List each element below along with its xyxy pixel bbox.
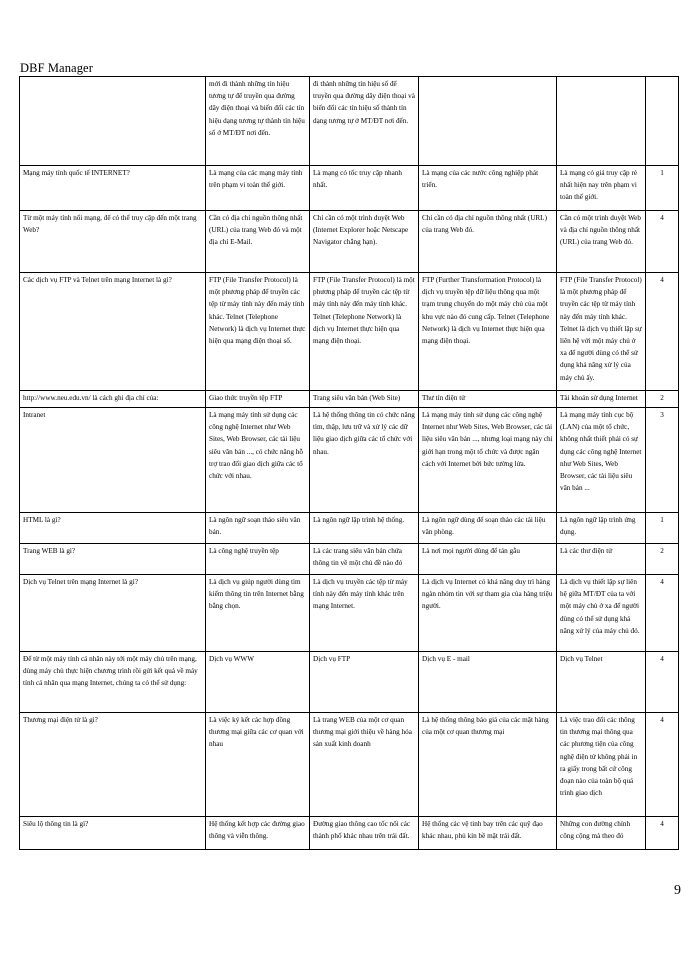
option-c-cell: Là nơi mọi người dùng để tán gẫu bbox=[419, 544, 557, 575]
option-d-cell: Tài khoản sử dụng Internet bbox=[557, 391, 646, 408]
option-a-cell: Là ngôn ngữ soạn thảo siêu văn bản. bbox=[206, 513, 310, 544]
option-b-cell: Đường giao thông cao tốc nối các thành phố khác nhau trên trái đất. bbox=[310, 817, 419, 850]
option-c-cell: Là hệ thống thông báo giá của các mặt hàng của một cơ quan thương mại bbox=[419, 713, 557, 817]
option-c-cell: FTP (Further Transformation Protocol) là dịch vụ truyền tệp dữ liệu thông qua một trạm trung chuyển do một máy chủ của một khu vực nào đó cung cấp. Telnet (Telephone Network) là dịch vụ Internet thực hiện qua mạng điện thoại. bbox=[419, 273, 557, 391]
table-row bbox=[20, 166, 679, 211]
option-a-cell: Là mạng của các mạng máy tính trên phạm vi toàn thế giới. bbox=[206, 166, 310, 211]
option-b-cell: Trang siêu văn bản (Web Site) bbox=[310, 391, 419, 408]
option-d-cell: Là các thư điện tử bbox=[557, 544, 646, 575]
page-header-title: DBF Manager bbox=[20, 61, 93, 75]
answer-number-cell: 4 bbox=[646, 652, 679, 713]
answer-number-cell: 1 bbox=[646, 166, 679, 211]
question-cell: Trang WEB là gì? bbox=[20, 544, 206, 575]
answer-number-cell: 2 bbox=[646, 391, 679, 408]
question-cell: Intranet bbox=[20, 408, 206, 513]
question-cell: Các dịch vụ FTP và Telnet trên mạng Internet là gì? bbox=[20, 273, 206, 391]
question-cell: Từ một máy tính nối mạng, để có thể truy cập đến một trang Web? bbox=[20, 211, 206, 273]
table-row bbox=[20, 513, 679, 544]
answer-number-cell: 4 bbox=[646, 817, 679, 850]
option-d-cell bbox=[557, 77, 646, 166]
option-c-cell: Là dịch vụ Internet có khả năng duy trì hàng ngàn nhóm tin với sự tham gia của hàng triệu người. bbox=[419, 575, 557, 652]
option-d-cell: Dịch vụ Telnet bbox=[557, 652, 646, 713]
answer-number-cell: 4 bbox=[646, 575, 679, 652]
table-row bbox=[20, 544, 679, 575]
option-b-cell: Chỉ cần có một trình duyệt Web (Internet Explorer hoặc Netscape Navigator chẳng hạn). bbox=[310, 211, 419, 273]
question-table bbox=[19, 76, 679, 850]
option-b-cell: FTP (File Transfer Protocol) là một phương pháp để truyền các tệp từ máy tính này đến máy tính khác. Telnet (Telephone Network) là dịch vụ Internet thực hiện qua mạng điện thoại. bbox=[310, 273, 419, 391]
option-d-cell: Là dịch vụ thiết lập sự liên hệ giữa MT/ĐT của ta với một máy chủ ở xa để người dùng có thể sử dụng khả năng xử lý của máy chủ đó. bbox=[557, 575, 646, 652]
answer-number-cell: 1 bbox=[646, 513, 679, 544]
option-c-cell: Là ngôn ngữ dùng để soạn thảo các tài liệu văn phòng. bbox=[419, 513, 557, 544]
option-d-cell: Cần có một trình duyệt Web và địa chỉ nguồn thông nhất (URL) của trang Web đó. bbox=[557, 211, 646, 273]
option-d-cell: Là mạng máy tính cục bộ (LAN) của một tổ chức, không nhất thiết phải có sự dụng các công nghệ Internet như Web Sites, Web Browser, các tài liệu siêu văn bản ... bbox=[557, 408, 646, 513]
table-row bbox=[20, 211, 679, 273]
answer-number-cell: 4 bbox=[646, 211, 679, 273]
option-b-cell: Là dịch vụ truyền các tệp từ máy tính này đến máy tính khác trên mạng Internet. bbox=[310, 575, 419, 652]
option-a-cell: FTP (File Transfer Protocol) là một phương pháp để truyền các tệp từ máy tính này đến máy tính khác. Telnet (Telephone Network) là dịch vụ Internet thực hiện qua mạng điện thoại số. bbox=[206, 273, 310, 391]
option-d-cell: Là việc trao đổi các thông tin thương mại thông qua các phương tiện của công nghệ điện tử không phải in ra giấy trong bất cứ công đoạn nào của toàn bộ quá trình giao dịch bbox=[557, 713, 646, 817]
option-b-cell: Là ngôn ngữ lập trình hệ thống. bbox=[310, 513, 419, 544]
option-c-cell: Thư tín điện tử bbox=[419, 391, 557, 408]
table-row bbox=[20, 408, 679, 513]
question-cell bbox=[20, 77, 206, 166]
option-c-cell: Dịch vụ E - mail bbox=[419, 652, 557, 713]
option-a-cell: Cần có địa chỉ nguồn thông nhất (URL) của trang Web đó và một địa chỉ E-Mail. bbox=[206, 211, 310, 273]
option-b-cell: Là các trang siêu văn bản chứa thông tin về một chủ đề nào đó bbox=[310, 544, 419, 575]
option-a-cell: Giao thức truyền tệp FTP bbox=[206, 391, 310, 408]
table-row bbox=[20, 817, 679, 850]
table-row bbox=[20, 652, 679, 713]
option-c-cell: Hệ thống các vệ tinh bay trên các quỹ đạo khác nhau, phủ kín bề mặt trái đất. bbox=[419, 817, 557, 850]
option-b-cell: đi thành những tín hiệu số để truyền qua đường dây điện thoại và biến đổi các tín hiệu số thành tín dạng tương tự ở MT/ĐT nơi đến. bbox=[310, 77, 419, 166]
option-d-cell: Là ngôn ngữ lập trình ứng dụng. bbox=[557, 513, 646, 544]
answer-number-cell: 3 bbox=[646, 408, 679, 513]
option-a-cell: Là việc ký kết các hợp đồng thương mại giữa các cơ quan với nhau bbox=[206, 713, 310, 817]
question-cell: Dịch vụ Telnet trên mạng Internet là gì? bbox=[20, 575, 206, 652]
option-b-cell: Dịch vụ FTP bbox=[310, 652, 419, 713]
option-c-cell: Chỉ cần có địa chỉ nguồn thông nhất (URL) của trang Web đó. bbox=[419, 211, 557, 273]
question-cell: Siêu lộ thông tin là gì? bbox=[20, 817, 206, 850]
question-cell: http://www.neu.edu.vn/ là cách ghi địa chỉ của: bbox=[20, 391, 206, 408]
answer-number-cell: 2 bbox=[646, 544, 679, 575]
option-c-cell bbox=[419, 77, 557, 166]
question-cell: HTML là gì? bbox=[20, 513, 206, 544]
answer-number-cell: 4 bbox=[646, 713, 679, 817]
option-c-cell: Là mạng máy tính sử dụng các công nghệ Internet như Web Sites, Web Browser, các tài liệu siêu văn bản ..., nhưng loại mạng này chỉ giới hạn trong một tổ chức và được ngăn cách với Internet bởi bức tường lửa. bbox=[419, 408, 557, 513]
option-a-cell: Hệ thống kết hợp các đường giao thông và viễn thông. bbox=[206, 817, 310, 850]
option-a-cell: Là công nghệ truyền tệp bbox=[206, 544, 310, 575]
option-a-cell: Là dịch vụ giúp người dùng tìm kiếm thông tin trên Internet bằng bằng chọn. bbox=[206, 575, 310, 652]
table-row bbox=[20, 713, 679, 817]
page-number: 9 bbox=[674, 883, 681, 898]
option-a-cell: Là mạng máy tính sử dụng các công nghệ Internet như Web Sites, Web Browser, các tài liệu siêu văn bản ..., có chức năng hỗ trợ trao đổi giao dịch giữa các tổ chức với nhau. bbox=[206, 408, 310, 513]
option-d-cell: FTP (File Transfer Protocol) là một phương pháp để truyền các tệp từ máy tính này đến máy tính khác. Telnet là dịch vụ thiết lập sự liên hệ với một máy chủ ở xa để người dùng có thể sử dụng khả năng xử lý của máy chủ ấy. bbox=[557, 273, 646, 391]
option-b-cell: Là hệ thống thông tin có chức năng tìm, thập, lưu trữ và xử lý các dữ liệu giao dịch giữa các tổ chức với nhau. bbox=[310, 408, 419, 513]
question-cell: Thương mại điện tử là gì? bbox=[20, 713, 206, 817]
answer-number-cell bbox=[646, 77, 679, 166]
table-row bbox=[20, 391, 679, 408]
question-cell: Để từ một máy tính cá nhân này tới một máy chủ trên mạng, dùng máy chủ thực hiện chương trình rồi gửi kết quả về máy tính cá nhân qua mạng Internet, chúng ta có thể sử dụng: bbox=[20, 652, 206, 713]
table-row bbox=[20, 273, 679, 391]
table-row bbox=[20, 575, 679, 652]
option-d-cell: Những con đường chính công cộng mà theo đó bbox=[557, 817, 646, 850]
option-c-cell: Là mạng của các nước công nghiệp phát triển. bbox=[419, 166, 557, 211]
question-cell: Mạng máy tính quốc tế INTERNET? bbox=[20, 166, 206, 211]
option-b-cell: Là mạng có tốc truy cập nhanh nhất. bbox=[310, 166, 419, 211]
option-a-cell: Dịch vụ WWW bbox=[206, 652, 310, 713]
answer-number-cell: 4 bbox=[646, 273, 679, 391]
option-b-cell: Là trang WEB của một cơ quan thương mại giới thiệu về hàng hóa sản xuất kinh doanh bbox=[310, 713, 419, 817]
option-a-cell: mới đi thành những tín hiệu tương tự để truyền qua đường dây điện thoại và biến đổi các tín hiệu dạng tương tự thành tín hiệu số ở MT/ĐT nơi đến. bbox=[206, 77, 310, 166]
table-row bbox=[20, 77, 679, 166]
option-d-cell: Là mạng có giá truy cập rẻ nhất hiện nay trên phạm vi toàn thế giới. bbox=[557, 166, 646, 211]
